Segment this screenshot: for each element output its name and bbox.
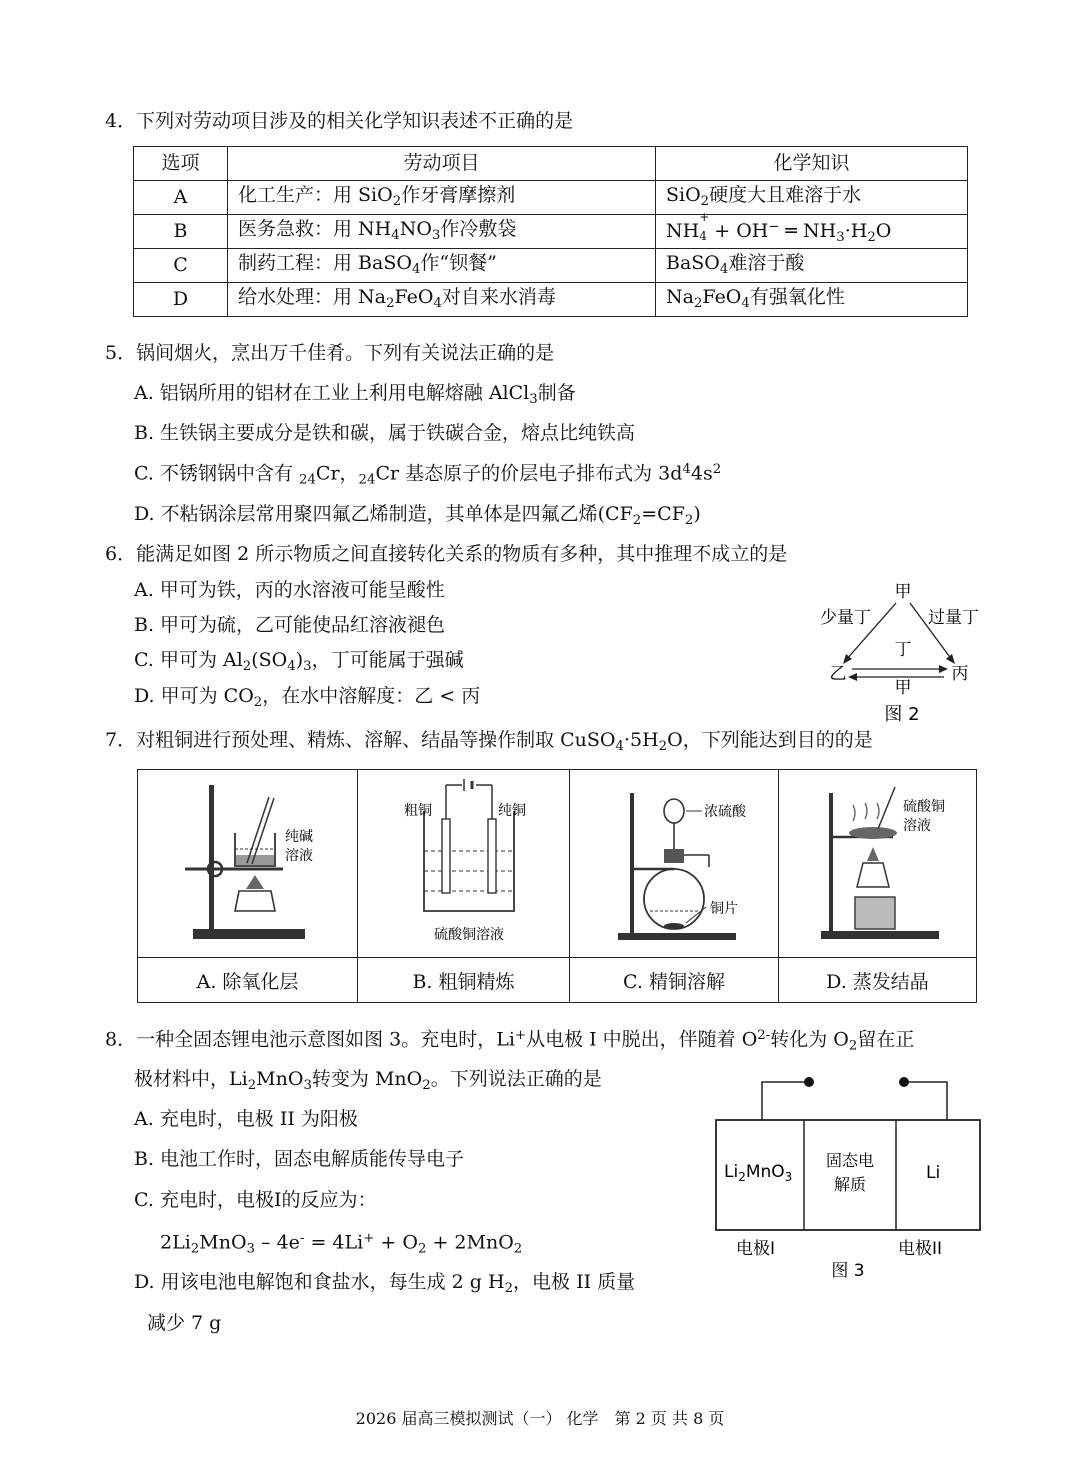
fig2-arrow-label-jia: 甲 — [894, 678, 912, 698]
fig3-terminal-left — [804, 1077, 814, 1087]
apparatus-c-label-copper: 铜片 — [710, 901, 738, 917]
q8-option-a: A. 充电时，电极 II 为阳极 — [134, 1108, 358, 1130]
apparatus-c-caption: C. 精铜溶解 — [570, 958, 779, 1003]
q8-option-d-line1: D. 用该电池电解饱和食盐水，每生成 2 g $H_2$，电极 II 质量 — [134, 1271, 636, 1296]
q5-option-a: A. 铝锅所用的铝材在工业上利用电解熔融 AlCl$_3$制备 — [134, 382, 576, 407]
q6-option-d: D. 甲可为 $CO_2$，在水中溶解度：乙 < 丙 — [134, 685, 481, 710]
fig2-edge-small-ding: 少量丁 — [820, 608, 871, 628]
q6-option-c: C. 甲可为 $Al_2(SO_4)_3$，丁可能属于强碱 — [134, 649, 464, 674]
q4-option-b: B — [134, 215, 228, 249]
fig3-wire-right — [908, 1082, 947, 1120]
q5-option-c: C. 不锈钢锅中含有 $_{24}$Cr，$_{24}$Cr 基态原子的价层电子排布式为 $3d^44s^2$ — [134, 462, 722, 488]
fig3-electrolyte-label-2: 解质 — [833, 1175, 867, 1194]
fig3-wire-left — [762, 1082, 806, 1120]
fig3-cathode-label: $Li_2MnO_3$ — [724, 1162, 793, 1184]
q4-knowledge-c: BaSO$_4$难溶于酸 — [656, 249, 968, 283]
fig3-caption: 图 3 — [831, 1261, 865, 1281]
q5-option-b: B. 生铁锅主要成分是铁和碳，属于铁碳合金，熔点比纯铁高 — [134, 422, 636, 444]
q8-stem-line1: 8．一种全固态锂电池示意图如图 3。充电时，Li+从电极 I 中脱出，伴随着 $O^{2-}$转化为 $O_2$留在正 — [105, 1028, 915, 1054]
q8-option-c: C. 充电时，电极I的反应为： — [134, 1189, 377, 1211]
q6-option-b: B. 甲可为硫，乙可能使品红溶液褪色 — [134, 614, 446, 636]
fig2-arrowhead-yi — [848, 673, 857, 681]
fig3-electrode-1: 电极I — [736, 1239, 776, 1259]
q4-project-b: 医务急救：用 $NH_4NO_3$作冷敷袋 — [228, 215, 656, 249]
q8-option-d-line2: 减少 7 g — [147, 1312, 222, 1334]
apparatus-a-label-1: 纯碱 — [284, 829, 313, 845]
apparatus-a — [138, 770, 358, 958]
q8-stem-line2: 极材料中，$Li_2MnO_3$转变为 MnO$_2$。下列说法正确的是 — [134, 1068, 602, 1093]
q4-knowledge-b: NH + 4 + OH− ═ $NH_3\cdot H_2O$ — [656, 215, 968, 249]
apparatus-d — [779, 770, 977, 958]
page-footer: 2026 届高三模拟测试（一） 化学 第 2 页 共 8 页 — [355, 1409, 725, 1428]
apparatus-b-drawing — [364, 771, 564, 951]
q8-option-b: B. 电池工作时，固态电解质能传导电子 — [134, 1148, 465, 1170]
fig2-caption: 图 2 — [884, 704, 920, 725]
q4-option-d: D — [134, 283, 228, 317]
fig3-anode-label: Li — [926, 1163, 941, 1183]
apparatus-b-label-crude: 粗铜 — [403, 803, 432, 819]
apparatus-c-label-acid: 浓硫酸 — [704, 804, 746, 820]
apparatus-a-label-2: 溶液 — [284, 848, 313, 864]
fig3-electrolyte-label-1: 固态电 — [825, 1151, 875, 1170]
apparatus-a-drawing — [143, 771, 353, 951]
fig2-node-bing: 丙 — [951, 664, 969, 684]
apparatus-d-drawing — [783, 771, 973, 951]
apparatus-d-label-1: 硫酸铜 — [902, 799, 945, 815]
table-row — [134, 283, 968, 317]
q8-equation: $2Li_2MnO_3 - 4e^- = 4Li^+ + O_2 + 2MnO_2$ — [160, 1231, 523, 1257]
q5-stem: 5．锅间烟火，烹出万千佳肴。下列有关说法正确的是 — [105, 342, 555, 364]
figure-2-diagram — [810, 575, 1000, 725]
fig2-arrowhead-right — [946, 654, 955, 664]
fig2-node-yi: 乙 — [829, 664, 847, 684]
q4-header-row — [134, 147, 968, 181]
q4-header-project: 劳动项目 — [228, 147, 656, 181]
table-row — [134, 215, 968, 249]
apparatus-b-label-solution: 硫酸铜溶液 — [433, 927, 504, 943]
apparatus-c — [570, 770, 779, 958]
fig2-node-jia: 甲 — [894, 582, 912, 602]
apparatus-b — [358, 770, 570, 958]
q4-knowledge-a: SiO$_2$硬度大且难溶于水 — [656, 181, 968, 215]
q6-option-a: A. 甲可为铁，丙的水溶液可能呈酸性 — [134, 579, 445, 601]
table-row — [134, 249, 968, 283]
fig2-edge-excess-ding: 过量丁 — [928, 608, 979, 628]
q4-option-c: C — [134, 249, 228, 283]
q7-stem: 7．对粗铜进行预处理、精炼、溶解、结晶等操作制取 $CuSO_4\cdot 5H_2O$，下列能达到目的的是 — [105, 729, 873, 754]
fig2-arrowhead-bing — [939, 665, 948, 673]
q4-header-knowledge: 化学知识 — [656, 147, 968, 181]
apparatus-a-caption: A. 除氧化层 — [138, 958, 358, 1003]
apparatus-b-caption: B. 粗铜精炼 — [358, 958, 570, 1003]
q4-stem: 4．下列对劳动项目涉及的相关化学知识表述不正确的是 — [105, 110, 574, 132]
q4-project-a: 化工生产：用 SiO$_2$作牙膏摩擦剂 — [228, 181, 656, 215]
table-row — [134, 181, 968, 215]
fig3-terminal-right — [899, 1077, 909, 1087]
q5-option-d: D. 不粘锅涂层常用聚四氟乙烯制造，其单体是四氟乙烯$(CF_2=CF_2)$ — [134, 503, 701, 528]
apparatus-c-drawing — [574, 771, 774, 951]
fig3-electrode-2: 电极II — [898, 1239, 943, 1259]
q4-project-c: 制药工程：用 BaSO$_4$作“钡餐” — [228, 249, 656, 283]
q4-project-d: 给水处理：用 $Na_2FeO_4$对自来水消毒 — [228, 283, 656, 317]
q4-header-option: 选项 — [134, 147, 228, 181]
q7-apparatus-table — [137, 769, 977, 1003]
q4-table — [133, 146, 968, 317]
fig2-arrow-label-ding: 丁 — [894, 640, 912, 660]
q4-option-a: A — [134, 181, 228, 215]
q6-stem: 6．能满足如图 2 所示物质之间直接转化关系的物质有多种，其中推理不成立的是 — [105, 543, 788, 565]
apparatus-d-caption: D. 蒸发结晶 — [779, 958, 977, 1003]
q4-knowledge-d: $Na_2FeO_4$有强氧化性 — [656, 283, 968, 317]
figure-3-battery — [706, 1068, 996, 1286]
apparatus-d-label-2: 溶液 — [902, 818, 931, 834]
apparatus-b-label-pure: 纯铜 — [497, 803, 526, 819]
